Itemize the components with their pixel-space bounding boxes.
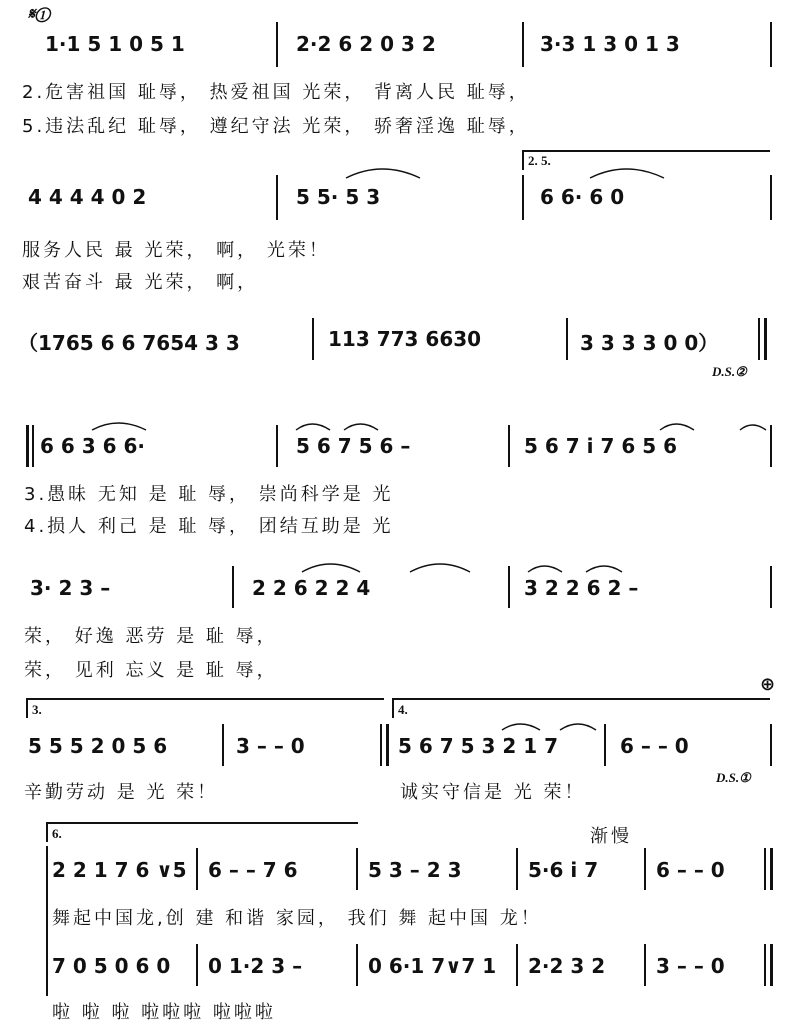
lyric-line-2-cont: 服务人民 最 光荣， 啊， 光荣！ xyxy=(22,240,330,261)
slur xyxy=(410,564,470,572)
lyric-la-la: 啦 啦 啦 啦啦啦 啦啦啦 xyxy=(52,1002,276,1023)
slur xyxy=(740,425,766,430)
interlude-measure2: 113 773 6630 xyxy=(328,327,482,351)
row4-measure3: 5 6 7 i 7 6 5 6 xyxy=(524,434,678,458)
row1-measure3: 3·3 1 3 0 1 3 xyxy=(540,32,680,56)
slur xyxy=(590,169,664,178)
row7-top-measure1: 2 2 1 7 6 ∨5 xyxy=(52,858,187,882)
segno-mark: 𝄋① xyxy=(28,6,50,23)
row7-bottom-measure3: 0 6·1 7∨7 1 xyxy=(368,954,497,978)
slur xyxy=(346,169,420,178)
lyric-ending-3: 辛勤劳动 是 光 荣！ xyxy=(24,782,219,803)
ending-label-4: 4. xyxy=(398,702,408,717)
lyric-line-3: 3.愚昧 无知 是 耻 辱， 崇尚科学是 光 xyxy=(24,484,394,505)
row5-measure2: 2 2 6 2 2 4 xyxy=(252,576,371,600)
row2-measure3: 6 6· 6 0 xyxy=(540,185,625,209)
ds-1-mark: D.S.① xyxy=(716,770,751,785)
row2-measure2: 5 5· 5 3 xyxy=(296,185,381,209)
ending-label-2-5: 2. 5. xyxy=(528,153,551,168)
slur xyxy=(296,424,330,430)
ending-label-3: 3. xyxy=(32,702,42,717)
slur xyxy=(302,564,360,572)
ending-label-6: 6. xyxy=(52,826,62,841)
row4-measure2: 5 6 7 5 6 – xyxy=(296,434,411,458)
lyric-line-2: 2.危害祖国 耻辱， 热爱祖国 光荣， 背离人民 耻辱， xyxy=(22,82,530,103)
slur xyxy=(344,424,378,430)
slur xyxy=(92,423,146,430)
row4-measure1: 6 6 3 6 6· xyxy=(40,434,146,458)
row7-bottom-measure1: 7 0 5 0 6 0 xyxy=(52,954,171,978)
row5-measure3: 3 2 2 6 2 – xyxy=(524,576,639,600)
slur xyxy=(528,566,562,572)
row2-measure1: 4 4 4 4 0 2 xyxy=(28,185,147,209)
row7-top-measure4: 5·6 i 7 xyxy=(528,858,599,882)
lyric-line-5: 5.违法乱纪 耻辱， 遵纪守法 光荣， 骄奢淫逸 耻辱， xyxy=(22,116,530,137)
row7-bottom-measure5: 3 – – 0 xyxy=(656,954,725,978)
ds-2-mark: D.S.② xyxy=(712,364,747,379)
row7-bottom-measure2: 0 1·2 3 – xyxy=(208,954,303,978)
row6-measure2: 3 – – 0 xyxy=(236,734,305,758)
lyric-ending-4: 诚实守信是 光 荣！ xyxy=(400,782,586,803)
slur xyxy=(502,724,540,730)
slur xyxy=(660,424,694,430)
lyric-line-4: 4.损人 利己 是 耻 辱， 团结互助是 光 xyxy=(24,516,394,537)
row7-top-measure3: 5 3 – 2 3 xyxy=(368,858,462,882)
row6-measure3: 5 6 7 5 3 2 1 7 xyxy=(398,734,559,758)
lyric-line-3-cont: 荣， 好逸 恶劳 是 耻 辱， xyxy=(24,626,278,647)
row7-top-measure5: 6 – – 0 xyxy=(656,858,725,882)
slur xyxy=(560,724,596,730)
row1-measure1: 1·1 5 1 0 5 1 xyxy=(45,32,185,56)
row6-measure4: 6 – – 0 xyxy=(620,734,689,758)
lyric-line-4-cont: 荣， 见利 忘义 是 耻 辱， xyxy=(24,660,278,681)
row7-top-measure2: 6 – – 7 6 xyxy=(208,858,298,882)
tempo-marking: 渐慢 xyxy=(590,826,632,847)
slur xyxy=(586,566,622,572)
lyric-ending-6: 舞起中国龙,创 建 和谐 家园， 我们 舞 起中国 龙！ xyxy=(52,908,542,929)
row1-measure2: 2·2 6 2 0 3 2 xyxy=(296,32,436,56)
row6-measure1: 5 5 5 2 0 5 6 xyxy=(28,734,168,758)
row5-measure1: 3· 2 3 – xyxy=(30,576,111,600)
interlude-measure3: 3 3 3 3 0 0） xyxy=(580,331,719,355)
interlude-measure1: （1765 6 6 7654 3 3 xyxy=(18,331,240,355)
coda-mark: ⊕ xyxy=(760,674,776,695)
row7-bottom-measure4: 2·2 3 2 xyxy=(528,954,606,978)
lyric-line-5-cont: 艰苦奋斗 最 光荣， 啊， xyxy=(22,272,259,293)
